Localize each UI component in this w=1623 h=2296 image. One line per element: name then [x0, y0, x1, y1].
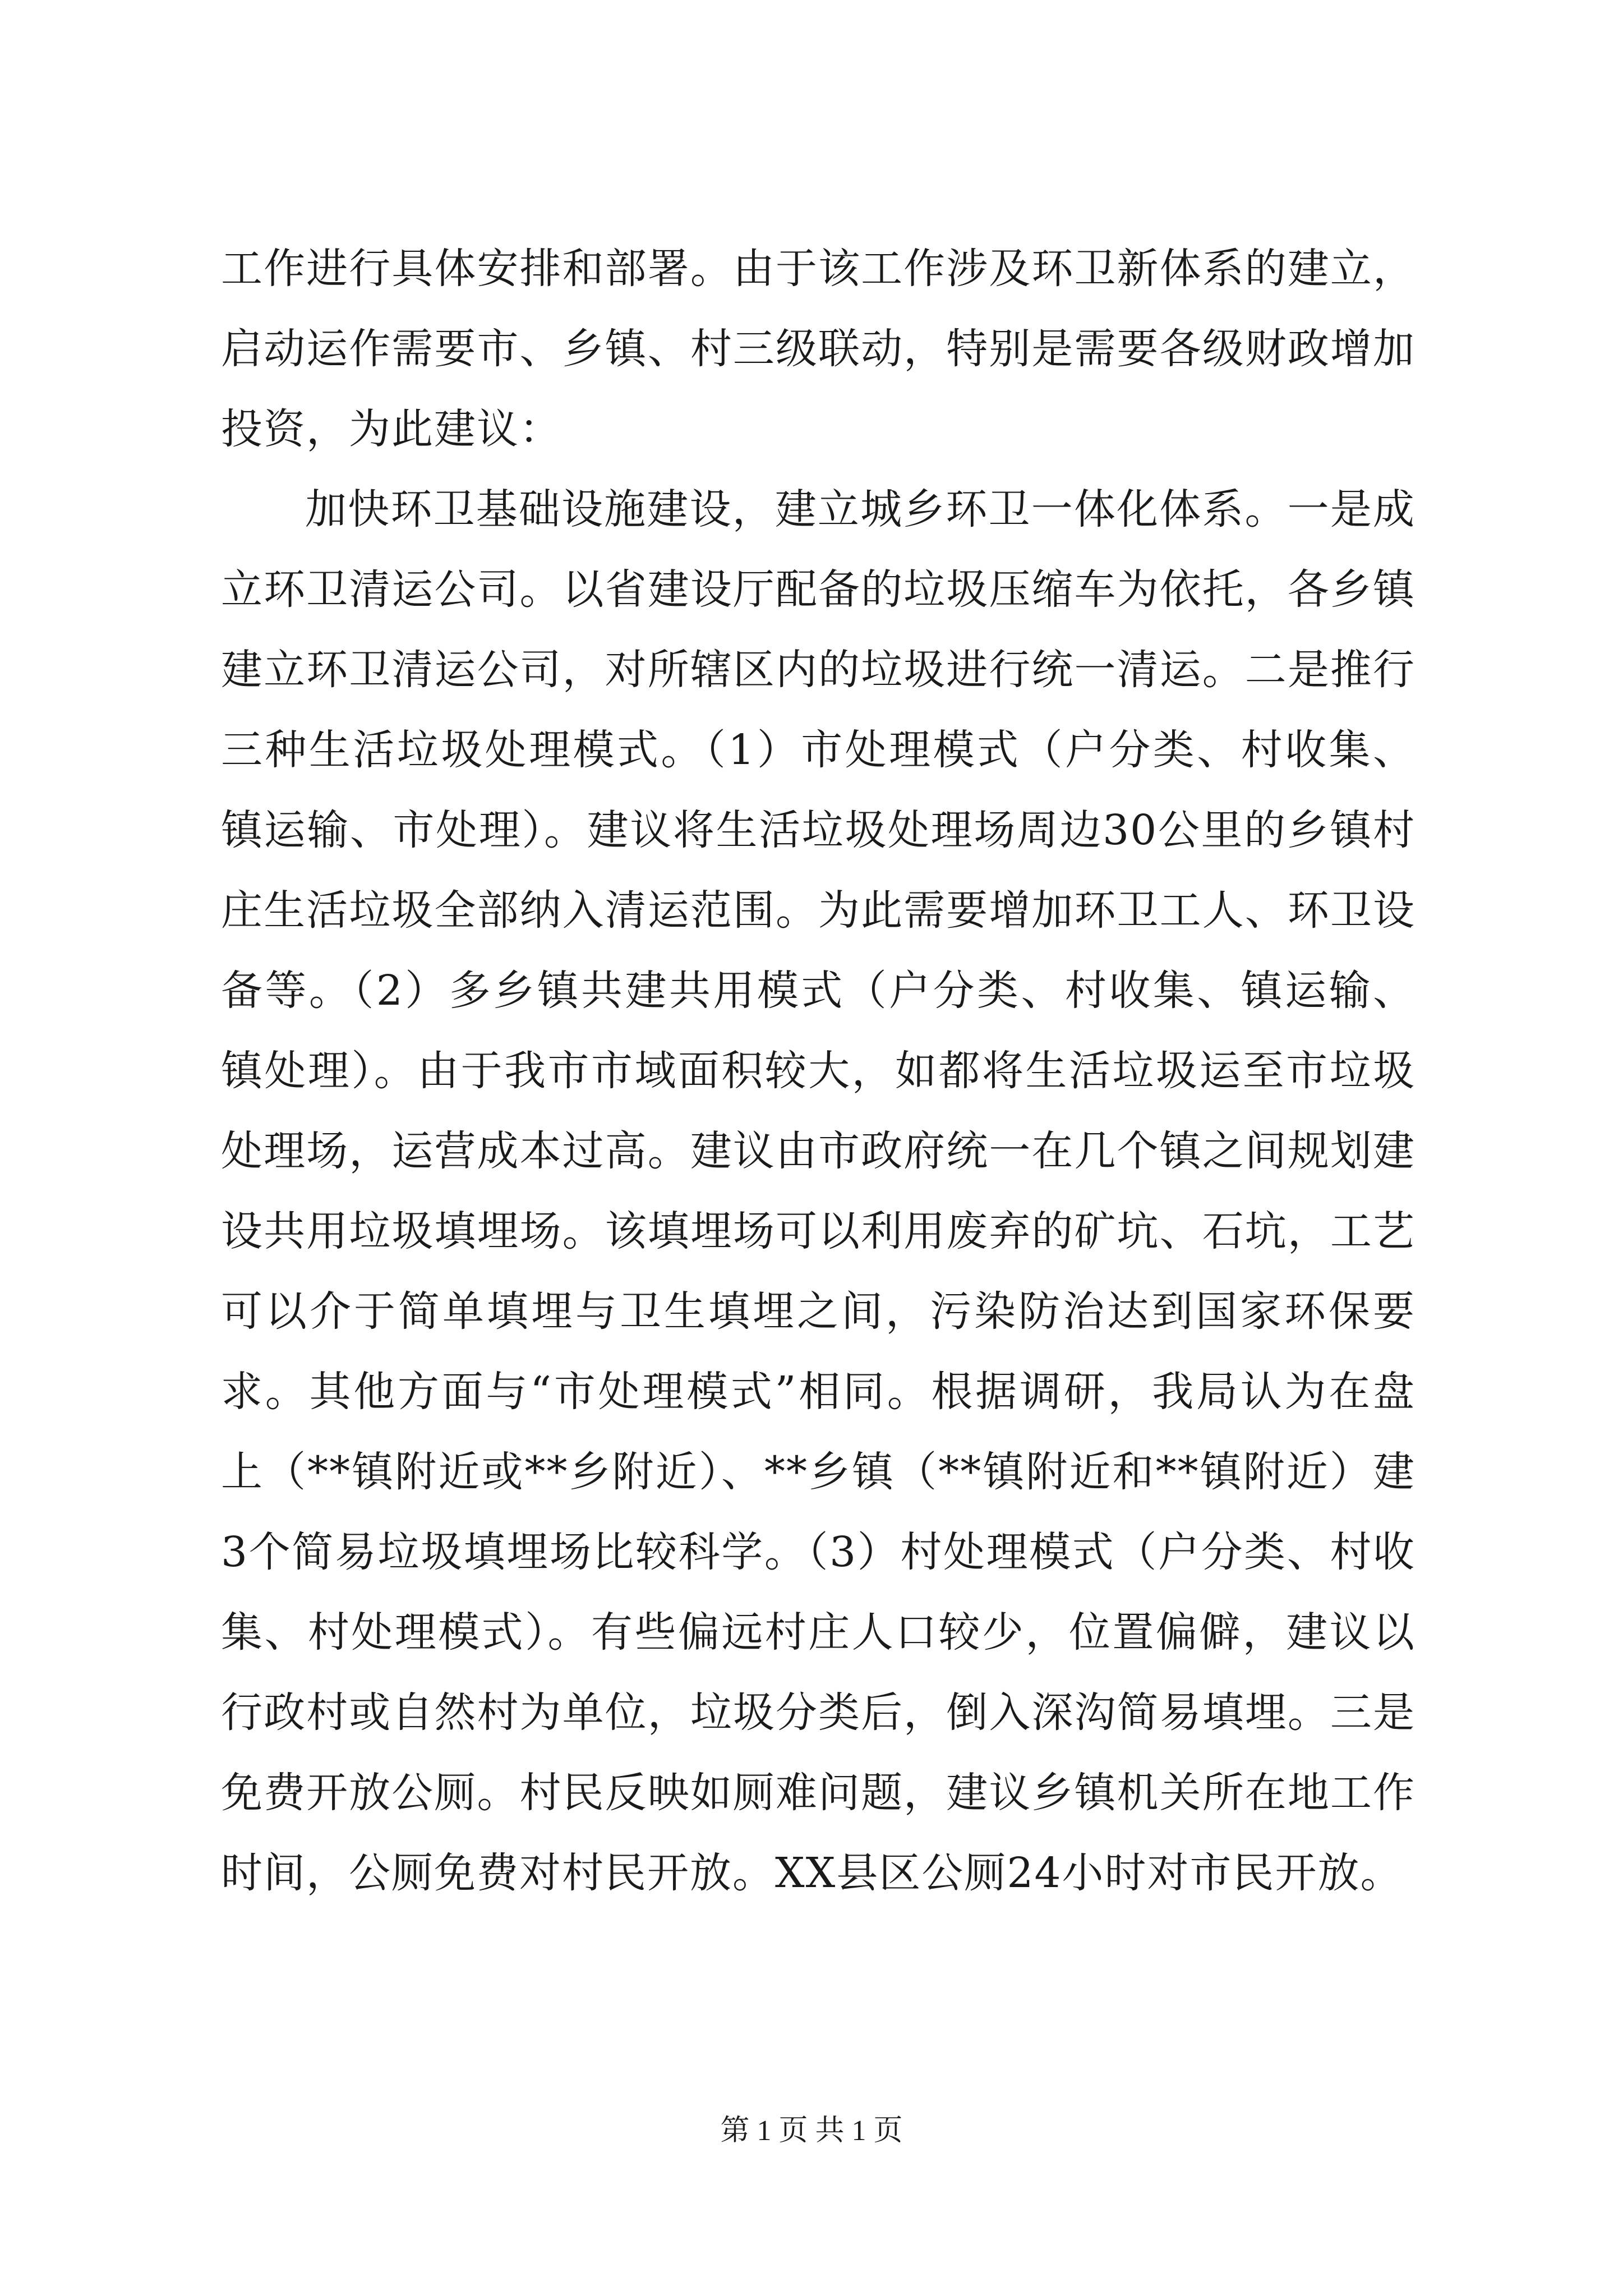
paragraph-continuation: 工作进行具体安排和部署。由于该工作涉及环卫新体系的建立，启动运作需要市、乡镇、村三级联动，特别是需要各级财政增加投资，为此建议： [221, 245, 1415, 453]
page-number-footer: 第 1 页 共 1 页 [720, 2115, 903, 2147]
paragraph-suggestions: 加快环卫基础设施建设，建立城乡环卫一体化体系。一是成立环卫清运公司。以省建设厅配备的垃圾压缩车为依托，各乡镇建立环卫清运公司，对所辖区内的垃圾进行统一清运。二是推行三种生活垃圾处理模式。（1）市处理模式（户分类、村收集、镇运输、市处理）。建议将生活垃圾处理场周边30公里的乡镇村庄生活垃圾全部纳入清运范围。为此需要增加环卫工人、环卫设备等。（2）多乡镇共建共用模式（户分类、村收集、镇运输、镇处理）。由于我市市域面积较大，如都将生活垃圾运至市垃圾处理场，运营成本过高。建议由市政府统一在几个镇之间规划建设共用垃圾填埋场。该填埋场可以利用废弃的矿坑、石坑，工艺可以介于简单填埋与卫生填埋之间，污染防治达到国家环保要求。其他方面与“市处理模式”相同。根据调研，我局认为在盘上（**镇附近或**乡附近）、**乡镇（**镇附近和**镇附近）建3个简易垃圾填埋场比较科学。（3）村处理模式（户分类、村收集、村处理模式）。有些偏远村庄人口较少，位置偏僻，建议以行政村或自然村为单位，垃圾分类后，倒入深沟简易填埋。三是免费开放公厕。村民反映如厕难问题，建议乡镇机关所在地工作时间，公厕免费对村民开放。XX县区公厕24小时对市民开放。 [221, 485, 1415, 1897]
document-body [221, 229, 1415, 1913]
